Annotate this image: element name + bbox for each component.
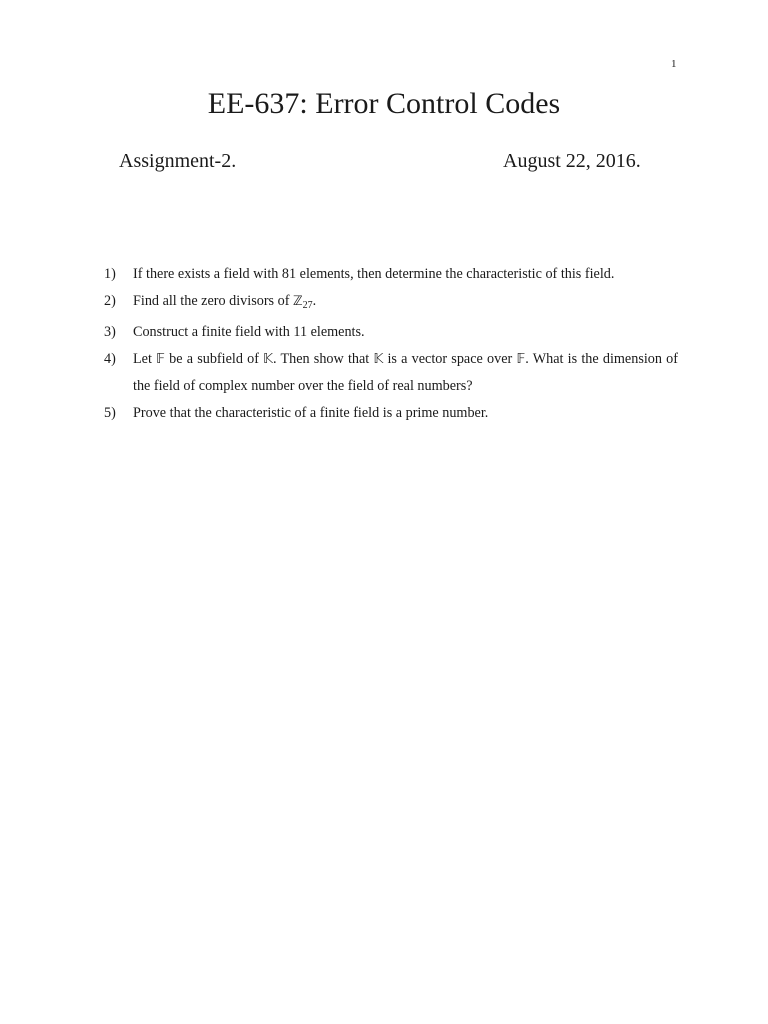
problem-item — [104, 346, 678, 400]
problem-text: Construct a finite field with 11 elements. — [133, 324, 365, 340]
problem-number: 4) — [104, 351, 116, 367]
field-k-symbol: 𝕂 — [373, 352, 384, 367]
field-f-symbol: 𝔽 — [156, 352, 165, 367]
math-number: 81 — [281, 266, 297, 282]
field-f-symbol: 𝔽 — [516, 352, 526, 367]
math-subscript: 27 — [302, 300, 313, 311]
field-k-symbol: 𝕂 — [263, 352, 273, 367]
document-title: EE-637: Error Control Codes — [207, 87, 561, 120]
problem-text: Let 𝔽 be a subfield of 𝕂. Then show that 𝕂 is a vector space over 𝔽. What is the dimension of the field of complex number over the field of real numbers? — [133, 351, 679, 394]
problem-text: Find all the zero divisors of ℤ$_{27}$. — [133, 293, 317, 311]
problem-item — [104, 288, 678, 319]
assignment-date: August 22, 2016. — [503, 150, 641, 172]
page-number: 1 — [671, 58, 677, 70]
integers-ring-symbol: ℤ — [292, 294, 303, 309]
problem-text: If there exists a field with 81 elements, then determine the characteristic of this field. — [133, 266, 615, 282]
assignment-label: Assignment-2. — [119, 150, 237, 172]
problem-item — [104, 319, 678, 346]
problem-text: Prove that the characteristic of a finite field is a prime number. — [133, 405, 489, 421]
problem-list — [104, 261, 678, 427]
problem-item — [104, 261, 678, 288]
problem-number: 5) — [104, 405, 116, 421]
problem-number: 1) — [104, 266, 116, 282]
math-number: 11 — [293, 324, 308, 340]
problem-item — [104, 400, 678, 427]
problem-number: 2) — [104, 293, 116, 309]
problem-number: 3) — [104, 324, 116, 340]
